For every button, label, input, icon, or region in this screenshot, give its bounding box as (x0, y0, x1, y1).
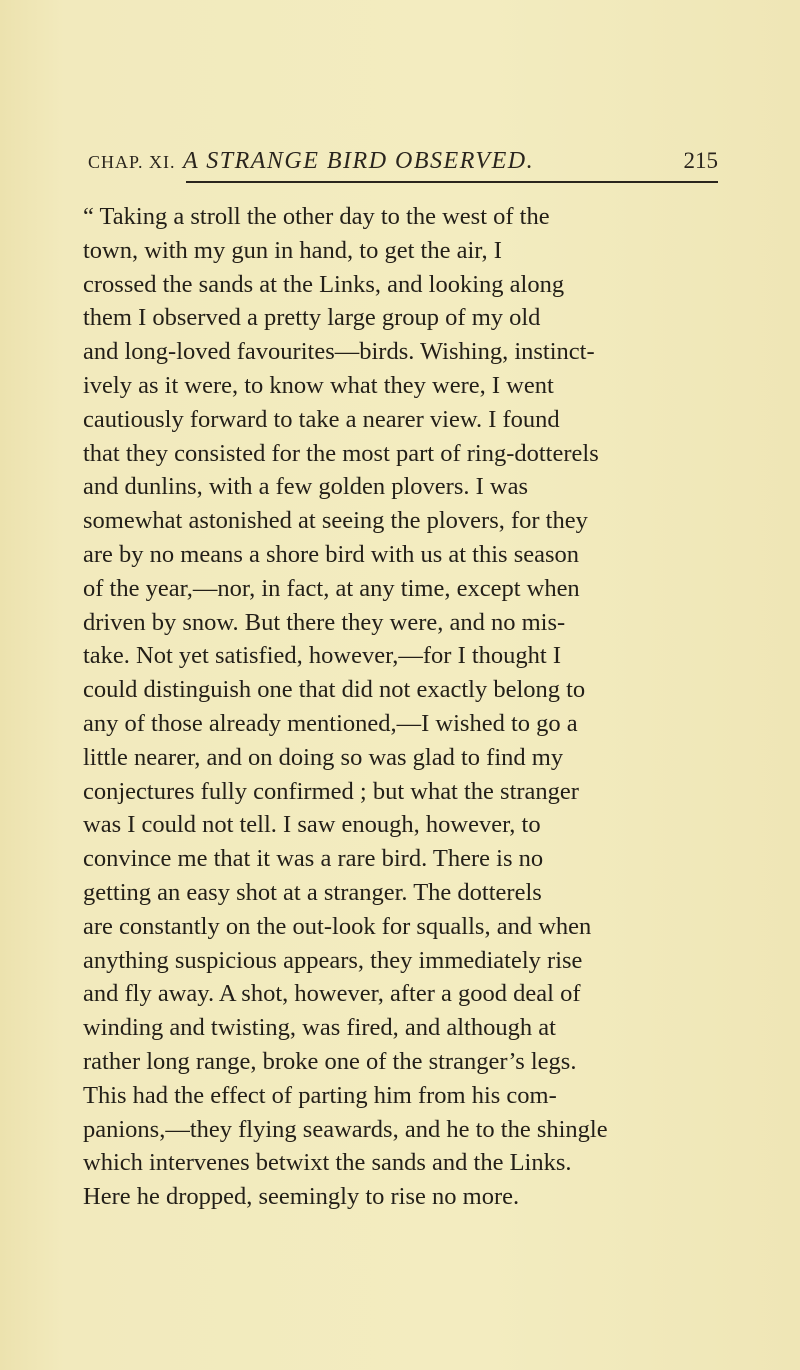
running-title: A STRANGE BIRD OBSERVED. (183, 148, 535, 174)
running-header (88, 148, 718, 178)
page-number: 215 (683, 148, 718, 173)
chapter-label: CHAP. XI. (88, 152, 176, 172)
header-rule (186, 181, 718, 183)
body-paragraph: “ Taking a stroll the other day to the west of the town, with my gun in hand, to get the air, I crossed the sands at the Links, and looking along them I observed a pretty large group of my old and long-loved favourites—birds. Wishing, instinct- ively as it were, to know what they were, I went cautiously forward to take a nearer view. I found that they consisted for the most part of ring-dotterels and dunlins, with a few golden plovers. I was somewhat astonished at seeing the plovers, for they are by no means a shore bird with us at this season of the year,—nor, in fact, at any time, except when driven by snow. But there they were, and no mis- take. Not yet satisfied, however,—for I thought I could distinguish one that did not exactly belong to any of those already mentioned,—I wished to go a little nearer, and on doing so was glad to find my conjectures fully confirmed ; but what the stranger was I could not tell. I saw enough, however, to convince me that it was a rare bird. There is no getting an easy shot at a stranger. The dotterels are constantly on the out-look for squalls, and when anything suspicious appears, they immediately rise and fly away. A shot, however, after a good deal of winding and twisting, was fired, and although at rather long range, broke one of the stranger’s legs. This had the effect of parting him from his com- panions,—they flying seawards, and he to the shingle which intervenes betwixt the sands and the Links. Here he dropped, seemingly to rise no more. (83, 203, 608, 1211)
